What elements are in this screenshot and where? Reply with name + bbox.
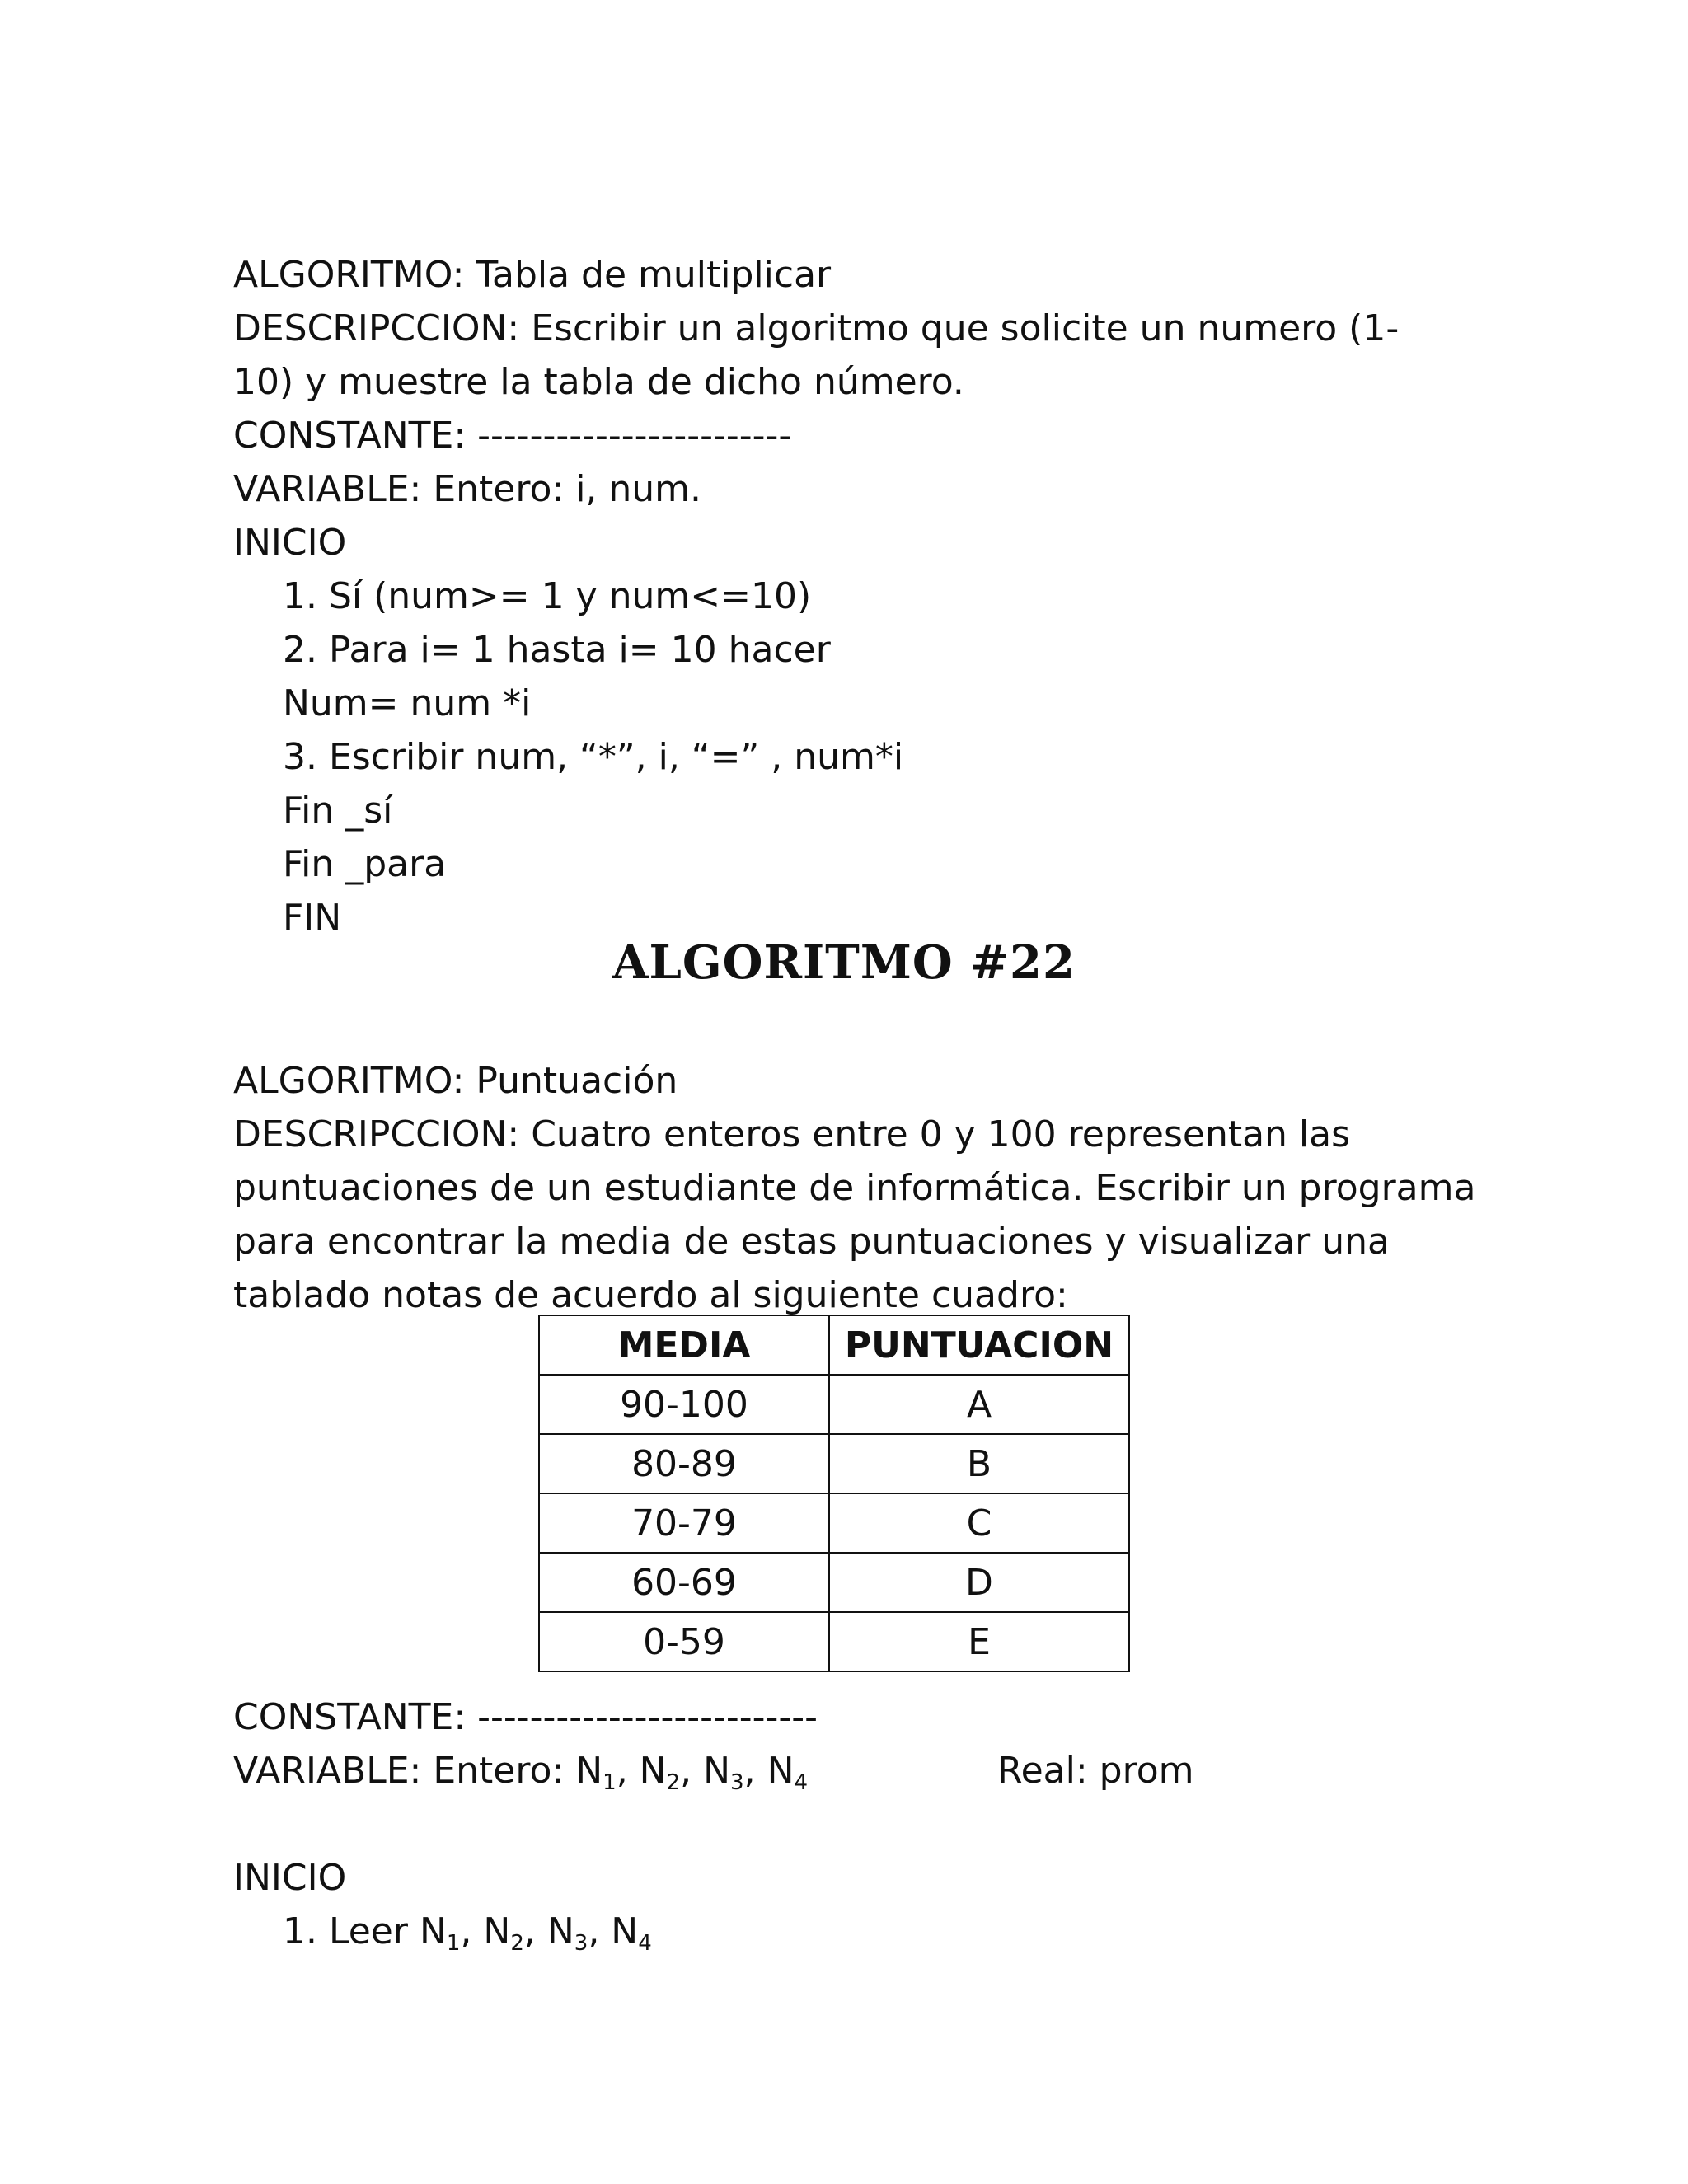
line-descripcion-22b: puntuaciones de un estudiante de informática. Escribir un programa [233, 1167, 1476, 1209]
table-row [539, 1375, 1129, 1434]
step-2: 2. Para i= 1 hasta i= 10 hacer [283, 629, 831, 671]
step-1: 1. Sí (num>= 1 y num<=10) [283, 575, 812, 617]
cell-media: 60-69 [539, 1553, 829, 1612]
line-variable-21: VARIABLE: Entero: i, num. [233, 468, 702, 510]
line-constante-21: CONSTANTE: ------------------------ [233, 415, 792, 457]
heading-algoritmo-22: ALGORITMO #22 [612, 935, 1076, 990]
table-row [539, 1434, 1129, 1493]
line-descripcion-22a: DESCRIPCCION: Cuatro enteros entre 0 y 100 representan las [233, 1113, 1351, 1155]
line-descripcion-22c: para encontrar la media de estas puntuaciones y visualizar una [233, 1221, 1390, 1263]
cell-puntuacion: C [829, 1493, 1129, 1553]
line-inicio-21: INICIO [233, 522, 347, 564]
table-row [539, 1553, 1129, 1612]
cell-puntuacion: A [829, 1375, 1129, 1434]
line-descripcion-21a: DESCRIPCCION: Escribir un algoritmo que solicite un numero (1- [233, 307, 1400, 349]
header-media: MEDIA [539, 1315, 829, 1375]
step-leer-prefix: 1. Leer [283, 1910, 420, 1952]
variable-prefix: VARIABLE: Entero: [233, 1750, 576, 1792]
step-fin: FIN [283, 897, 342, 939]
step-fin-para: Fin _para [283, 843, 447, 885]
header-puntuacion: PUNTUACION [829, 1315, 1129, 1375]
cell-puntuacion: E [829, 1612, 1129, 1671]
table-header-row [539, 1315, 1129, 1375]
line-constante-22: CONSTANTE: -------------------------- [233, 1696, 818, 1738]
cell-media: 0-59 [539, 1612, 829, 1671]
step-fin-si: Fin _sí [283, 790, 393, 832]
table-row [539, 1493, 1129, 1553]
step-leer: 1. Leer $N_1$, $N_2$, $N_3$, $N_4$ [283, 1910, 652, 1956]
step-num: Num= num *i [283, 682, 532, 724]
line-variable-real: Real: prom [997, 1750, 1194, 1792]
cell-media: 90-100 [539, 1375, 829, 1434]
step-3: 3. Escribir num, “*”, i, “=” , num*i [283, 736, 904, 778]
cell-puntuacion: D [829, 1553, 1129, 1612]
line-descripcion-21b: 10) y muestre la tabla de dicho número. [233, 361, 964, 403]
cell-media: 80-89 [539, 1434, 829, 1493]
line-inicio-22: INICIO [233, 1857, 347, 1899]
line-descripcion-22d: tablado notas de acuerdo al siguiente cuadro: [233, 1274, 1068, 1316]
cell-puntuacion: B [829, 1434, 1129, 1493]
line-algoritmo-21: ALGORITMO: Tabla de multiplicar [233, 254, 832, 296]
grades-table [538, 1315, 1130, 1672]
table-row [539, 1612, 1129, 1671]
line-variable-22: VARIABLE: Entero: $N_1$, $N_2$, $N_3$, $N_4$ [233, 1750, 809, 1795]
line-algoritmo-22: ALGORITMO: Puntuación [233, 1060, 678, 1102]
cell-media: 70-79 [539, 1493, 829, 1553]
